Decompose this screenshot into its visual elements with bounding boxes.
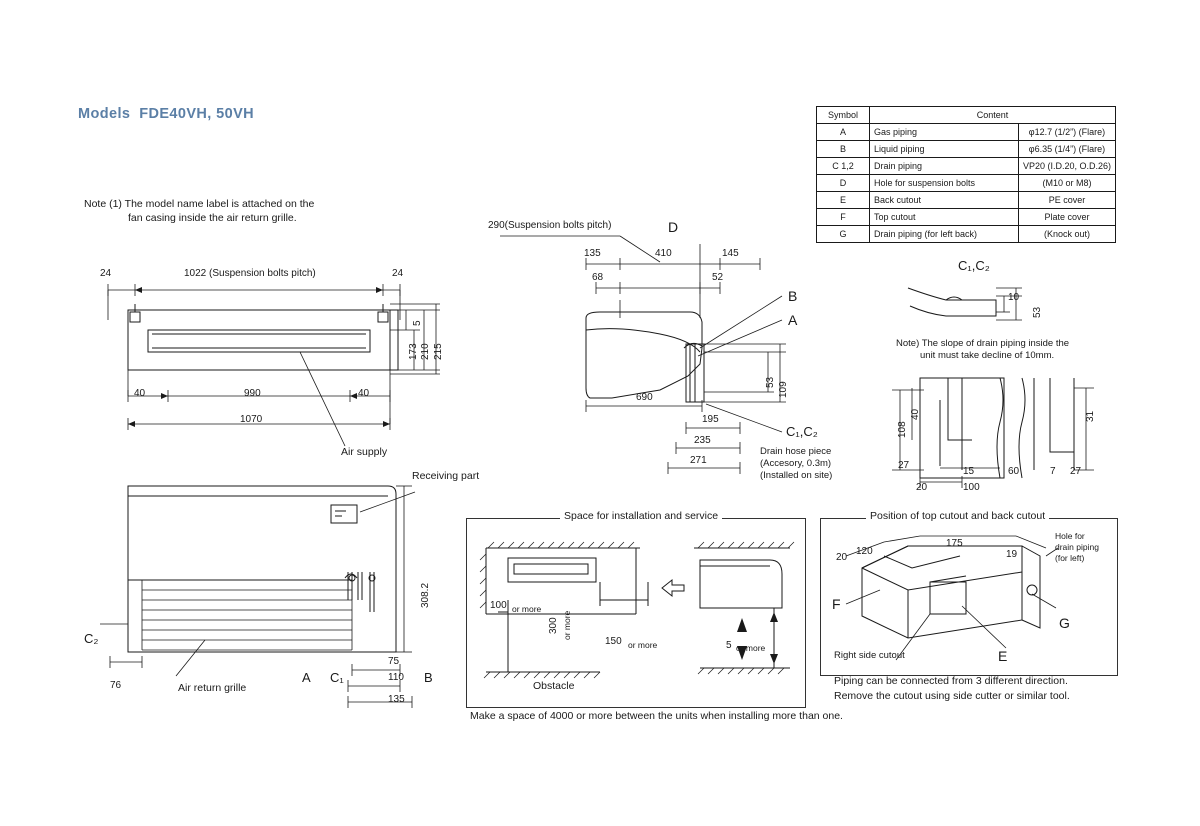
col-header-content: Content [869, 107, 1115, 124]
dim-109: 109 [778, 381, 789, 398]
space-dim-5: 5 [726, 640, 732, 651]
cell-content: Gas piping [869, 124, 1018, 141]
dim-990: 990 [244, 388, 261, 399]
dim-68: 68 [592, 272, 604, 283]
cell-content: Hole for suspension bolts [869, 175, 1018, 192]
space-panel-title: Space for installation and service [560, 510, 722, 523]
cutout-dim-19: 19 [1006, 549, 1018, 560]
dim-52: 52 [712, 272, 724, 283]
cutout-dim-175: 175 [946, 538, 963, 549]
note-1-line2: fan casing inside the air return grille. [128, 212, 297, 224]
piping-dim-31: 31 [1085, 410, 1096, 422]
label-a: A [302, 670, 311, 685]
drain-dim-10: 10 [1008, 292, 1020, 303]
dim-290-suspension-pitch: 290(Suspension bolts pitch) [488, 220, 612, 231]
dim-410: 410 [655, 248, 672, 259]
dim-24-right: 24 [392, 268, 404, 279]
dim-135: 135 [584, 248, 601, 259]
dim-308: 308.2 [420, 582, 431, 608]
cell-spec: Plate cover [1018, 209, 1115, 226]
drain-dim-53: 53 [1032, 306, 1043, 318]
dim-24-left: 24 [100, 268, 112, 279]
drain-hose-note-l1: Drain hose piece [760, 446, 832, 457]
drain-slope-note-l1: Note) The slope of drain piping inside the [896, 338, 1070, 349]
label-c1c2: C₁,C₂ [786, 424, 818, 439]
dim-271: 271 [690, 455, 707, 466]
space-dim-300-suffix: or more [562, 610, 572, 640]
dim-76: 76 [110, 680, 122, 691]
dim-40-left: 40 [134, 388, 146, 399]
space-dim-150: 150 [605, 636, 622, 647]
page-title: Models FDE40VH, 50VH [78, 106, 255, 122]
cell-content: Back cutout [869, 192, 1018, 209]
cutout-note-l1: Piping can be connected from 3 different direction. [834, 675, 1068, 687]
space-dim-300: 300 [548, 617, 559, 634]
label-a: A [788, 312, 798, 328]
cell-symbol: G [817, 226, 870, 243]
cutout-label-g: G [1059, 615, 1070, 631]
dim-suspension-pitch: 1022 (Suspension bolts pitch) [184, 268, 316, 279]
dim-1070: 1070 [240, 414, 263, 425]
cell-symbol: E [817, 192, 870, 209]
space-label-obstacle: Obstacle [533, 680, 575, 692]
cell-content: Top cutout [869, 209, 1018, 226]
cell-spec: (Knock out) [1018, 226, 1115, 243]
label-receiving-part: Receiving part [412, 470, 480, 482]
dim-690: 690 [636, 392, 653, 403]
label-d: D [668, 219, 679, 235]
dim-40-right: 40 [358, 388, 370, 399]
cutout-note-l2: Remove the cutout using side cutter or similar tool. [834, 690, 1070, 702]
col-header-symbol: Symbol [817, 107, 870, 124]
piping-dim-100: 100 [963, 482, 980, 493]
dim-5: 5 [412, 320, 423, 326]
cutout-right-side-label: Right side cutout [834, 650, 905, 661]
cell-spec: VP20 (I.D.20, O.D.26) [1018, 158, 1115, 175]
label-air-return-grille: Air return grille [178, 682, 247, 694]
dim-210: 210 [420, 343, 431, 360]
note-1-line1: Note (1) The model name label is attached on the [84, 198, 315, 210]
piping-dim-20: 20 [916, 482, 928, 493]
cell-spec: PE cover [1018, 192, 1115, 209]
dim-235: 235 [694, 435, 711, 446]
drain-detail-label-c1c2: C₁,C₂ [958, 258, 990, 273]
drain-hose-note-l3: (Installed on site) [760, 470, 833, 481]
cell-spec: (M10 or M8) [1018, 175, 1115, 192]
cell-content: Drain piping (for left back) [869, 226, 1018, 243]
label-c2: C₂ [84, 631, 99, 646]
cutout-hole-l3: (for left) [1055, 553, 1085, 563]
piping-dim-15: 15 [963, 466, 975, 477]
piping-dim-108: 108 [897, 421, 908, 438]
dim-75: 75 [388, 656, 400, 667]
cell-spec: φ12.7 (1/2”) (Flare) [1018, 124, 1115, 141]
label-air-supply: Air supply [341, 446, 388, 458]
cutout-panel-title: Position of top cutout and back cutout [866, 510, 1049, 523]
piping-dim-27-right: 27 [1070, 466, 1082, 477]
piping-dim-7: 7 [1050, 466, 1056, 477]
cutout-label-e: E [998, 648, 1008, 664]
cell-symbol: A [817, 124, 870, 141]
dim-53: 53 [765, 376, 776, 388]
label-b: B [424, 670, 433, 685]
cell-content: Liquid piping [869, 141, 1018, 158]
cutout-dim-20: 20 [836, 552, 848, 563]
space-dim-5-suffix: or more [736, 643, 766, 653]
dim-135: 135 [388, 694, 405, 705]
piping-dim-40: 40 [910, 408, 921, 420]
piping-dim-27-left: 27 [898, 460, 910, 471]
cell-content: Drain piping [869, 158, 1018, 175]
cell-symbol: F [817, 209, 870, 226]
cutout-hole-l1: Hole for [1055, 531, 1085, 541]
cell-symbol: C 1,2 [817, 158, 870, 175]
cutout-label-f: F [832, 596, 841, 612]
label-b: B [788, 288, 798, 304]
drain-hose-note-l2: (Accesory, 0.3m) [760, 458, 832, 469]
cell-spec: φ6.35 (1/4”) (Flare) [1018, 141, 1115, 158]
label-c1: C₁ [330, 670, 344, 685]
dim-110: 110 [388, 672, 404, 683]
dim-215: 215 [433, 343, 444, 360]
cell-symbol: D [817, 175, 870, 192]
piping-dim-60: 60 [1008, 466, 1020, 477]
cell-symbol: B [817, 141, 870, 158]
space-dim-150-suffix: or more [628, 640, 658, 650]
dim-145: 145 [722, 248, 739, 259]
drain-slope-note-l2: unit must take decline of 10mm. [920, 350, 1055, 361]
dim-173: 173 [408, 343, 419, 360]
cutout-dim-120: 120 [856, 546, 873, 557]
cutout-hole-l2: drain piping [1055, 542, 1099, 552]
dim-195: 195 [702, 414, 719, 425]
space-panel-footer: Make a space of 4000 or more between the units when installing more than one. [470, 710, 843, 722]
space-dim-100-suffix: or more [512, 604, 542, 614]
space-dim-100: 100 [490, 600, 507, 611]
